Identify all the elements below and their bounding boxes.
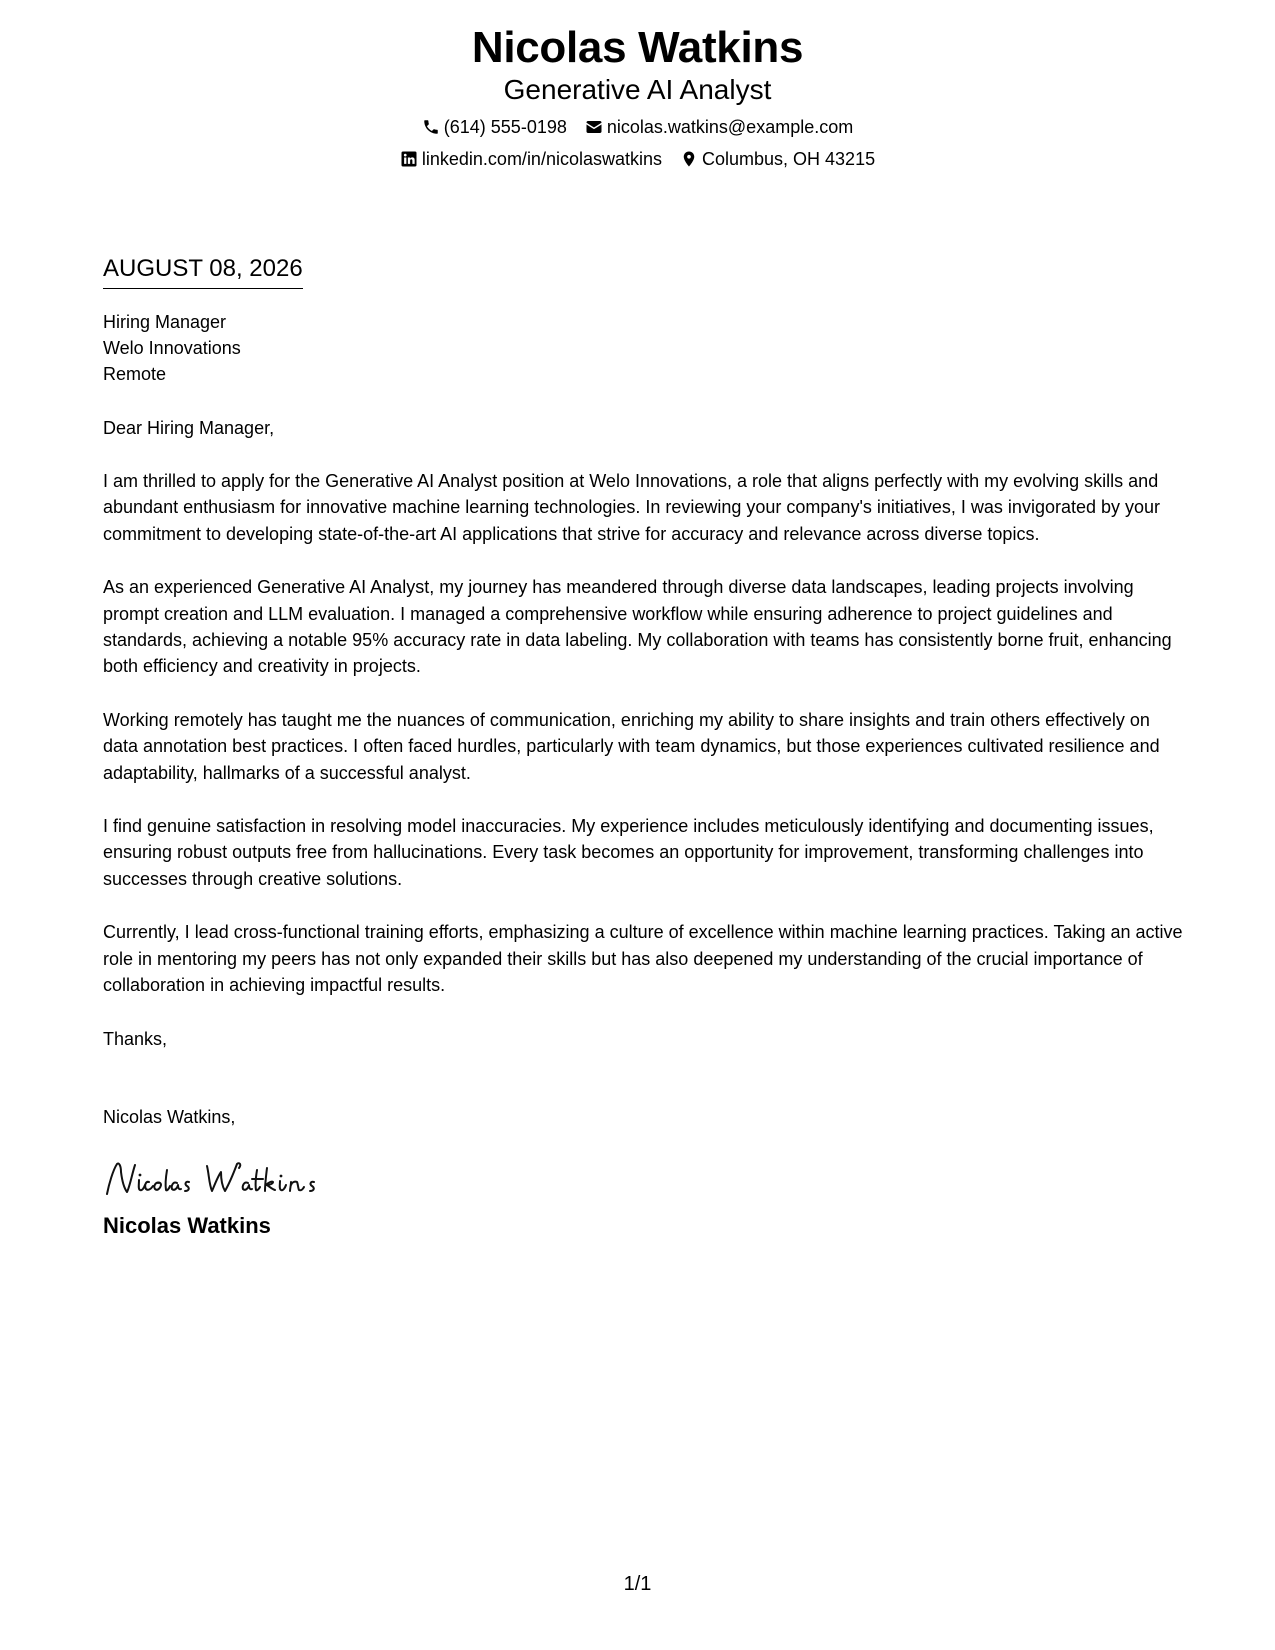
recipient-name: Hiring Manager [103,312,227,332]
page-number: 1/1 [623,1573,652,1595]
sign-off-name: Nicolas Watkins, [103,1106,236,1127]
letter-paragraph: I am thrilled to apply for the Generative AI Analyst position at Welo Innovations, a role that aligns perfectly with my evolving skills and abundant enthusiasm for innovative machine learning technologies. In reviewing your company's initiatives, I was invigorated by your commitment to developing state-of-the-art AI applications that strive for accuracy and relevance across diverse topics. [103,471,1161,544]
letter-paragraph: I find genuine satisfaction in resolving model inaccuracies. My experience includes meticulously identifying and documenting issues, ensuring robust outputs free from hallucinations. Every task becomes an opportunity for improvement, transforming challenges into successes through creative solutions. [103,816,1154,889]
contact-email [585,116,853,138]
letter-header [0,22,1275,170]
recipient-block [103,309,1183,387]
letter-paragraph: Working remotely has taught me the nuances of communication, enriching my ability to share insights and train others effectively on data annotation best practices. I often faced hurdles, particularly with team dynamics, but those experiences cultivated resilience and adaptability, hallmarks of a successful analyst. [103,709,1160,783]
applicant-name: Nicolas Watkins [471,23,804,72]
contact-line-primary [0,116,1275,138]
letter-greeting: Dear Hiring Manager, [103,418,275,438]
letter-body [103,255,1183,1240]
handwritten-signature [103,1158,363,1200]
recipient-company: Welo Innovations [103,338,241,358]
linkedin-icon [400,150,418,168]
recipient-location: Remote [103,364,167,384]
email-address: nicolas.watkins@example.com [606,117,854,137]
phone-icon [422,118,440,136]
applicant-job-title: Generative AI Analyst [503,74,772,105]
linkedin-url: linkedin.com/in/nicolaswatkins [421,149,662,169]
envelope-icon [585,118,603,136]
location-text: Columbus, OH 43215 [702,149,876,169]
printed-name: Nicolas Watkins [103,1212,271,1238]
letter-date: AUGUST 08, 2026 [103,255,303,289]
contact-linkedin [400,148,662,170]
letter-paragraph: Currently, I lead cross-functional training efforts, emphasizing a culture of excellence within machine learning practices. Taking an active role in mentoring my peers has not only expanded their skills but has also deepened my understanding of the crucial importance of collaboration in achieving impactful results. [103,922,1183,996]
letter-closing: Thanks, [103,1028,168,1049]
map-pin-icon [680,150,698,168]
contact-line-secondary [0,148,1275,170]
contact-location [680,148,875,170]
phone-number: (614) 555-0198 [443,117,567,137]
letter-paragraph: As an experienced Generative AI Analyst, my journey has meandered through diverse data landscapes, leading projects involving prompt creation and LLM evaluation. I managed a comprehensive workflow while ensuring adherence to project guidelines and standards, achieving a notable 95% accuracy rate in data labeling. My collaboration with teams has consistently borne fruit, enhancing both efficiency and creativity in projects. [103,577,1172,677]
contact-phone [422,116,567,138]
